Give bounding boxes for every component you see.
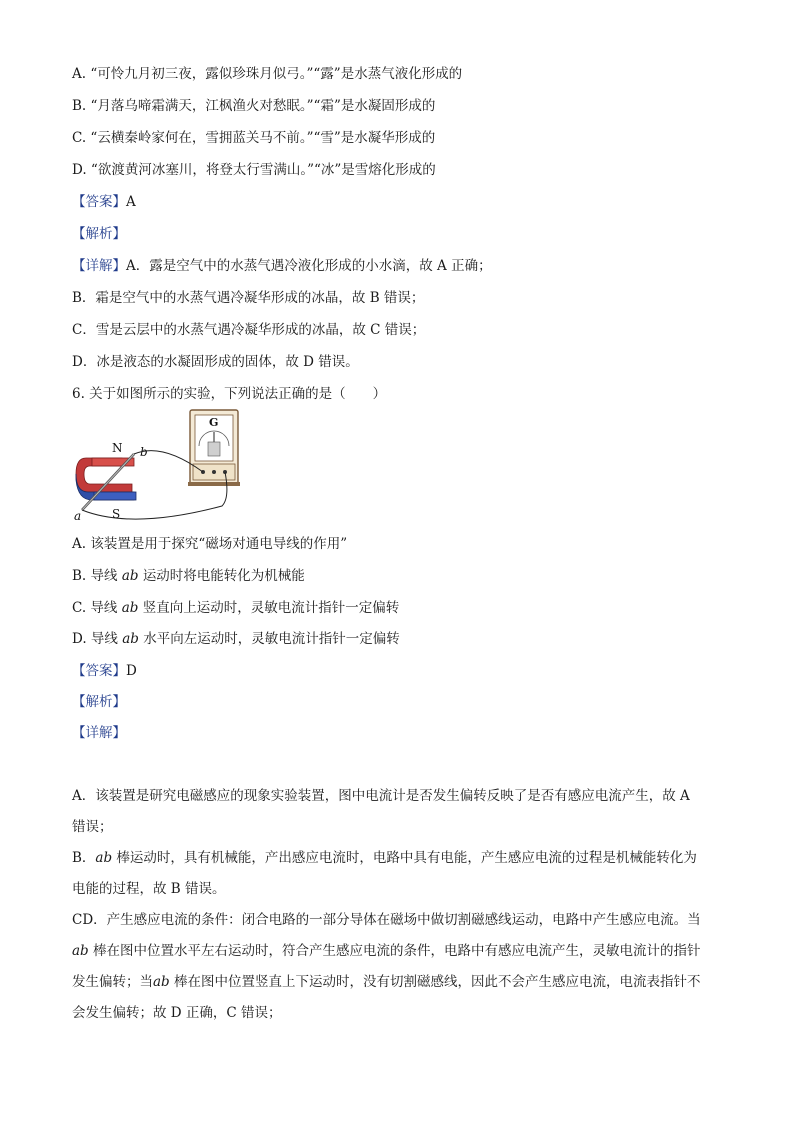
q5-option-b: B. “月落乌啼霜满天，江枫渔火对愁眠。”“霜”是水凝固形成的 [72,98,436,114]
q5-analysis-tag: 【解析】 [72,226,126,242]
q5-detail-a-line [72,256,492,276]
conductor-end-a-label: a [74,509,82,523]
q6-option-a: A. 该装置是用于探究“磁场对通电导线的作用” [72,536,348,552]
q6-experiment-figure [72,406,252,526]
q6-para-cd-line-4: 会发生偏转；故 D 正确，C 错误； [72,1005,282,1021]
q6-option-d-post: 水平向左运动时，灵敏电流计指针一定偏转 [143,631,400,647]
q6-para-b-ab: ab [95,850,113,866]
q6-para-cd-2-ab: ab [72,943,89,959]
q5-option-d: D. “欲渡黄河冰塞川，将登太行雪满山。”“冰”是雪熔化形成的 [72,162,436,178]
q5-option-a: A. “可怜九月初三夜，露似珍珠月似弓。”“露”是水蒸气液化形成的 [72,66,463,82]
q6-option-d [72,629,400,649]
q6-answer-tag: 【答案】 [72,663,126,679]
q6-para-cd-2-post: 棒在图中位置水平左右运动时，符合产生感应电流的条件，电路中有感应电流产生，灵敏电流计的指针 [88,943,701,959]
q5-detail-a: A．露是空气中的水蒸气遇冷液化形成的小水滴，故 A 正确； [126,258,492,274]
magnet-north-label: N [112,441,123,455]
q6-para-cd-3-ab: ab [153,974,170,990]
q6-para-cd-line-3 [72,972,701,992]
electromagnetic-induction-diagram [72,406,252,526]
q6-stem: 6. 关于如图所示的实验，下列说法正确的是（ ） [72,386,387,402]
q6-answer-value: D [126,663,137,679]
q6-option-b-pre: B. 导线 [72,568,118,584]
q5-detail-d: D．冰是液态的水凝固形成的固体，故 D 错误。 [72,354,359,370]
q6-option-c-ab: ab [121,600,139,616]
q6-para-b-pre: B． [72,850,96,866]
q5-answer-line [72,192,136,212]
q5-answer-value: A [126,194,136,210]
q6-option-b-post: 运动时将电能转化为机械能 [142,568,305,584]
q6-answer-line [72,661,137,681]
q6-para-a-line-1: A．该装置是研究电磁感应的现象实验装置，图中电流计是否发生偏转反映了是否有感应电流产生，故 A [72,788,690,804]
q5-detail-b: B．霜是空气中的水蒸气遇冷凝华形成的冰晶，故 B 错误； [72,290,425,306]
q6-para-b-line-1 [72,848,697,868]
q6-analysis-tag: 【解析】 [72,694,126,710]
q6-para-cd-line-2 [72,941,701,961]
q6-para-cd-line-1: CD．产生感应电流的条件：闭合电路的一部分导体在磁场中做切割磁感线运动，电路中产生感应电流。当 [72,912,701,928]
q6-para-b-line-2: 电能的过程，故 B 错误。 [72,881,226,897]
galvanometer-label: G [209,416,219,429]
q5-detail-c: C．雪是云层中的水蒸气遇冷凝华形成的冰晶，故 C 错误； [72,322,426,338]
q5-detail-tag: 【详解】 [72,258,126,274]
q6-para-cd-3-post: 棒在图中位置竖直上下运动时，没有切割磁感线，因此不会产生感应电流，电流表指针不 [169,974,701,990]
q6-option-b-ab: ab [121,568,139,584]
q6-para-a-line-2: 错误； [72,819,113,835]
q5-option-c: C. “云横秦岭家何在，雪拥蓝关马不前。”“雪”是水凝华形成的 [72,130,436,146]
q6-option-d-ab: ab [122,631,139,647]
q6-para-cd-3-pre: 发生偏转；当 [72,974,153,990]
horseshoe-magnet [76,458,136,500]
q6-option-b [72,566,305,586]
q6-option-c-pre: C. 导线 [72,600,118,616]
q5-answer-tag: 【答案】 [72,194,126,210]
conductor-end-b-label: b [140,445,148,459]
q6-option-d-pre: D. 导线 [72,631,118,647]
magnet-south-label: S [112,507,121,521]
q6-option-c [72,598,399,618]
q6-para-b-post: 棒运动时，具有机械能，产出感应电流时，电路中具有电能，产生感应电流的过程是机械能转化为 [112,850,697,866]
q6-option-c-post: 竖直向上运动时，灵敏电流计指针一定偏转 [142,600,400,616]
q6-detail-tag: 【详解】 [72,725,126,741]
